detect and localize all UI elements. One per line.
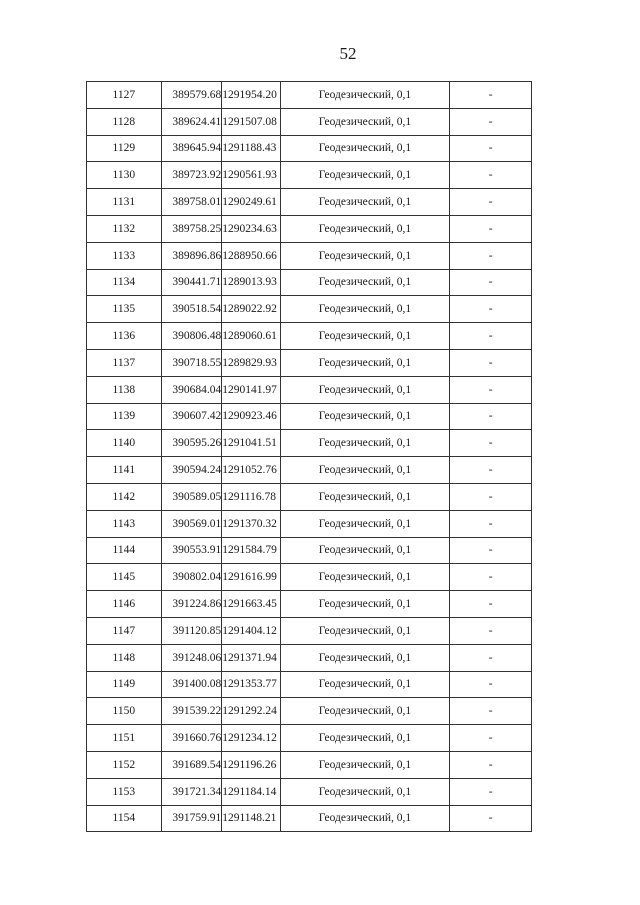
x-coordinate-cell: 390684.04 <box>161 376 222 403</box>
point-number-cell: 1150 <box>87 698 162 725</box>
method-accuracy-cell: Геодезический, 0,1 <box>280 617 450 644</box>
description-cell: - <box>450 510 532 537</box>
description-cell: - <box>450 430 532 457</box>
table-row <box>87 349 532 376</box>
point-number-cell: 1151 <box>87 725 162 752</box>
y-coordinate-cell: 1289022.92 <box>222 296 281 323</box>
method-accuracy-cell: Геодезический, 0,1 <box>280 215 450 242</box>
point-number-cell: 1144 <box>87 537 162 564</box>
table-row <box>87 403 532 430</box>
method-accuracy-cell: Геодезический, 0,1 <box>280 751 450 778</box>
y-coordinate-cell: 1291188.43 <box>222 135 281 162</box>
y-coordinate-cell: 1290249.61 <box>222 189 281 216</box>
table-row <box>87 457 532 484</box>
x-coordinate-cell: 389758.01 <box>161 189 222 216</box>
description-cell: - <box>450 403 532 430</box>
description-cell: - <box>450 483 532 510</box>
method-accuracy-cell: Геодезический, 0,1 <box>280 403 450 430</box>
point-number-cell: 1136 <box>87 323 162 350</box>
method-accuracy-cell: Геодезический, 0,1 <box>280 698 450 725</box>
y-coordinate-cell: 1291370.32 <box>222 510 281 537</box>
table-row <box>87 269 532 296</box>
table-row <box>87 296 532 323</box>
description-cell: - <box>450 269 532 296</box>
point-number-cell: 1137 <box>87 349 162 376</box>
table-row <box>87 215 532 242</box>
x-coordinate-cell: 391721.34 <box>161 778 222 805</box>
point-number-cell: 1129 <box>87 135 162 162</box>
x-coordinate-cell: 390441.71 <box>161 269 222 296</box>
point-number-cell: 1148 <box>87 644 162 671</box>
description-cell: - <box>450 349 532 376</box>
coordinates-table <box>86 81 532 832</box>
description-cell: - <box>450 108 532 135</box>
y-coordinate-cell: 1291616.99 <box>222 564 281 591</box>
table-row <box>87 671 532 698</box>
description-cell: - <box>450 135 532 162</box>
point-number-cell: 1138 <box>87 376 162 403</box>
x-coordinate-cell: 391689.54 <box>161 751 222 778</box>
description-cell: - <box>450 82 532 109</box>
table-row <box>87 430 532 457</box>
method-accuracy-cell: Геодезический, 0,1 <box>280 644 450 671</box>
table-row <box>87 564 532 591</box>
x-coordinate-cell: 390607.42 <box>161 403 222 430</box>
x-coordinate-cell: 389645.94 <box>161 135 222 162</box>
point-number-cell: 1142 <box>87 483 162 510</box>
table-row <box>87 751 532 778</box>
point-number-cell: 1132 <box>87 215 162 242</box>
table-row <box>87 725 532 752</box>
y-coordinate-cell: 1291196.26 <box>222 751 281 778</box>
method-accuracy-cell: Геодезический, 0,1 <box>280 725 450 752</box>
y-coordinate-cell: 1291353.77 <box>222 671 281 698</box>
point-number-cell: 1131 <box>87 189 162 216</box>
point-number-cell: 1134 <box>87 269 162 296</box>
table-row <box>87 510 532 537</box>
method-accuracy-cell: Геодезический, 0,1 <box>280 242 450 269</box>
method-accuracy-cell: Геодезический, 0,1 <box>280 778 450 805</box>
x-coordinate-cell: 391120.85 <box>161 617 222 644</box>
description-cell: - <box>450 671 532 698</box>
method-accuracy-cell: Геодезический, 0,1 <box>280 537 450 564</box>
x-coordinate-cell: 389896.86 <box>161 242 222 269</box>
y-coordinate-cell: 1291116.78 <box>222 483 281 510</box>
point-number-cell: 1145 <box>87 564 162 591</box>
description-cell: - <box>450 323 532 350</box>
method-accuracy-cell: Геодезический, 0,1 <box>280 376 450 403</box>
description-cell: - <box>450 564 532 591</box>
y-coordinate-cell: 1290234.63 <box>222 215 281 242</box>
x-coordinate-cell: 390518.54 <box>161 296 222 323</box>
method-accuracy-cell: Геодезический, 0,1 <box>280 323 450 350</box>
x-coordinate-cell: 390589.05 <box>161 483 222 510</box>
x-coordinate-cell: 389723.92 <box>161 162 222 189</box>
y-coordinate-cell: 1291292.24 <box>222 698 281 725</box>
y-coordinate-cell: 1291663.45 <box>222 591 281 618</box>
point-number-cell: 1139 <box>87 403 162 430</box>
x-coordinate-cell: 390594.24 <box>161 457 222 484</box>
description-cell: - <box>450 617 532 644</box>
method-accuracy-cell: Геодезический, 0,1 <box>280 162 450 189</box>
table-row <box>87 189 532 216</box>
x-coordinate-cell: 389579.68 <box>161 82 222 109</box>
method-accuracy-cell: Геодезический, 0,1 <box>280 510 450 537</box>
y-coordinate-cell: 1289829.93 <box>222 349 281 376</box>
x-coordinate-cell: 389624.41 <box>161 108 222 135</box>
method-accuracy-cell: Геодезический, 0,1 <box>280 296 450 323</box>
method-accuracy-cell: Геодезический, 0,1 <box>280 805 450 832</box>
table-row <box>87 537 532 564</box>
description-cell: - <box>450 725 532 752</box>
y-coordinate-cell: 1291507.08 <box>222 108 281 135</box>
point-number-cell: 1133 <box>87 242 162 269</box>
description-cell: - <box>450 778 532 805</box>
x-coordinate-cell: 390802.04 <box>161 564 222 591</box>
description-cell: - <box>450 698 532 725</box>
description-cell: - <box>450 242 532 269</box>
description-cell: - <box>450 751 532 778</box>
method-accuracy-cell: Геодезический, 0,1 <box>280 591 450 618</box>
point-number-cell: 1153 <box>87 778 162 805</box>
method-accuracy-cell: Геодезический, 0,1 <box>280 82 450 109</box>
x-coordinate-cell: 390569.01 <box>161 510 222 537</box>
coordinates-table-body <box>87 82 532 832</box>
x-coordinate-cell: 391224.86 <box>161 591 222 618</box>
point-number-cell: 1147 <box>87 617 162 644</box>
point-number-cell: 1128 <box>87 108 162 135</box>
description-cell: - <box>450 296 532 323</box>
table-row <box>87 591 532 618</box>
x-coordinate-cell: 390806.48 <box>161 323 222 350</box>
y-coordinate-cell: 1290923.46 <box>222 403 281 430</box>
table-row <box>87 242 532 269</box>
point-number-cell: 1149 <box>87 671 162 698</box>
description-cell: - <box>450 376 532 403</box>
method-accuracy-cell: Геодезический, 0,1 <box>280 564 450 591</box>
point-number-cell: 1127 <box>87 82 162 109</box>
x-coordinate-cell: 389758.25 <box>161 215 222 242</box>
table-row <box>87 778 532 805</box>
point-number-cell: 1154 <box>87 805 162 832</box>
method-accuracy-cell: Геодезический, 0,1 <box>280 269 450 296</box>
y-coordinate-cell: 1291234.12 <box>222 725 281 752</box>
point-number-cell: 1135 <box>87 296 162 323</box>
method-accuracy-cell: Геодезический, 0,1 <box>280 108 450 135</box>
table-row <box>87 323 532 350</box>
x-coordinate-cell: 391248.06 <box>161 644 222 671</box>
y-coordinate-cell: 1289013.93 <box>222 269 281 296</box>
description-cell: - <box>450 189 532 216</box>
page-number: 52 <box>339 44 357 63</box>
table-row <box>87 617 532 644</box>
description-cell: - <box>450 215 532 242</box>
y-coordinate-cell: 1288950.66 <box>222 242 281 269</box>
y-coordinate-cell: 1291148.21 <box>222 805 281 832</box>
description-cell: - <box>450 805 532 832</box>
table-row <box>87 644 532 671</box>
y-coordinate-cell: 1291184.14 <box>222 778 281 805</box>
y-coordinate-cell: 1291052.76 <box>222 457 281 484</box>
description-cell: - <box>450 591 532 618</box>
description-cell: - <box>450 537 532 564</box>
method-accuracy-cell: Геодезический, 0,1 <box>280 457 450 484</box>
y-coordinate-cell: 1291371.94 <box>222 644 281 671</box>
table-row <box>87 82 532 109</box>
point-number-cell: 1143 <box>87 510 162 537</box>
y-coordinate-cell: 1289060.61 <box>222 323 281 350</box>
table-row <box>87 805 532 832</box>
description-cell: - <box>450 162 532 189</box>
table-row <box>87 376 532 403</box>
y-coordinate-cell: 1290561.93 <box>222 162 281 189</box>
x-coordinate-cell: 391539.22 <box>161 698 222 725</box>
method-accuracy-cell: Геодезический, 0,1 <box>280 349 450 376</box>
y-coordinate-cell: 1291954.20 <box>222 82 281 109</box>
method-accuracy-cell: Геодезический, 0,1 <box>280 483 450 510</box>
x-coordinate-cell: 390718.55 <box>161 349 222 376</box>
method-accuracy-cell: Геодезический, 0,1 <box>280 189 450 216</box>
point-number-cell: 1140 <box>87 430 162 457</box>
y-coordinate-cell: 1291404.12 <box>222 617 281 644</box>
x-coordinate-cell: 391660.76 <box>161 725 222 752</box>
point-number-cell: 1152 <box>87 751 162 778</box>
table-row <box>87 108 532 135</box>
y-coordinate-cell: 1291041.51 <box>222 430 281 457</box>
table-row <box>87 135 532 162</box>
table-row <box>87 162 532 189</box>
method-accuracy-cell: Геодезический, 0,1 <box>280 430 450 457</box>
x-coordinate-cell: 390553.91 <box>161 537 222 564</box>
x-coordinate-cell: 390595.26 <box>161 430 222 457</box>
x-coordinate-cell: 391400.08 <box>161 671 222 698</box>
method-accuracy-cell: Геодезический, 0,1 <box>280 671 450 698</box>
description-cell: - <box>450 457 532 484</box>
description-cell: - <box>450 644 532 671</box>
x-coordinate-cell: 391759.91 <box>161 805 222 832</box>
point-number-cell: 1130 <box>87 162 162 189</box>
point-number-cell: 1141 <box>87 457 162 484</box>
y-coordinate-cell: 1291584.79 <box>222 537 281 564</box>
y-coordinate-cell: 1290141.97 <box>222 376 281 403</box>
method-accuracy-cell: Геодезический, 0,1 <box>280 135 450 162</box>
table-row <box>87 698 532 725</box>
point-number-cell: 1146 <box>87 591 162 618</box>
table-row <box>87 483 532 510</box>
